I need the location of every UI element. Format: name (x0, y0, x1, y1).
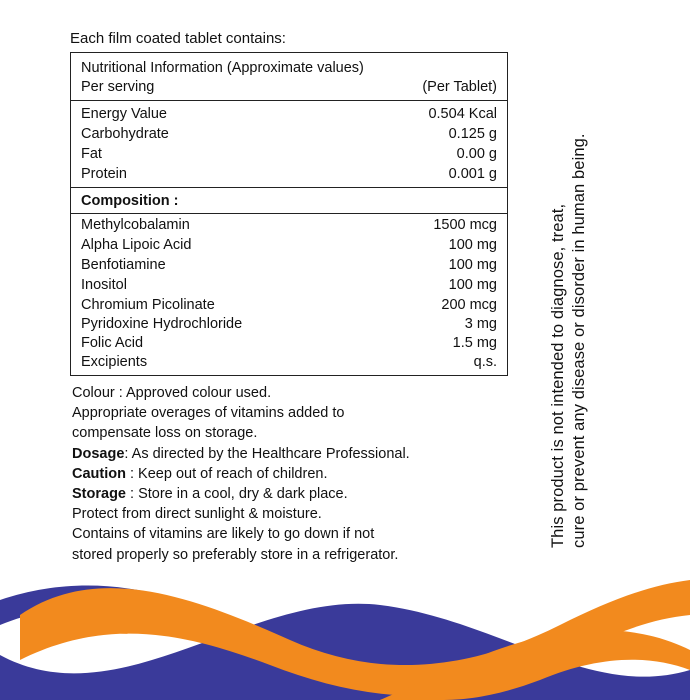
overages-note-line2: compensate loss on storage. (72, 425, 258, 442)
composition-row (81, 276, 497, 295)
disclaimer (548, 118, 614, 548)
nutrition-row (81, 105, 497, 124)
protect-note: Protect from direct sunlight & moisture. (72, 506, 322, 523)
serving-row (81, 78, 497, 97)
composition-heading: Composition : (81, 193, 179, 209)
colour-note: Colour : Approved colour used. (72, 385, 272, 401)
row-label: Protein (81, 166, 127, 182)
row-value: 1500 mcg (433, 217, 497, 233)
nutrition-row (81, 125, 497, 144)
composition-row (81, 334, 497, 353)
nutrition-row (81, 145, 497, 164)
row-label: Energy Value (81, 106, 167, 122)
caution-label: Caution (72, 465, 126, 482)
contains-note-line2: stored properly so preferably store in a refrigerator. (72, 546, 399, 563)
row-value: 100 mg (448, 237, 497, 253)
caution-note (72, 464, 502, 484)
composition-row (81, 256, 497, 275)
row-value: q.s. (473, 354, 497, 370)
divider (71, 100, 507, 101)
row-label: Inositol (81, 277, 127, 293)
disclaimer-line2: cure or prevent any disease or disorder in human being. (570, 133, 588, 548)
composition-heading-row (81, 192, 497, 211)
dosage-label: Dosage (72, 445, 125, 462)
nutrition-heading: Nutritional Information (Approximate values) (81, 60, 364, 76)
row-label: Benfotiamine (81, 257, 166, 273)
row-label: Methylcobalamin (81, 217, 190, 233)
composition-row (81, 296, 497, 315)
contains-note-line1: Contains of vitamins are likely to go down if not (72, 526, 375, 543)
decorative-wave-band (0, 560, 690, 700)
nutrition-row (81, 165, 497, 184)
row-label: Alpha Lipoic Acid (81, 237, 192, 253)
composition-row (81, 353, 497, 372)
composition-row (81, 216, 497, 235)
notes-block (72, 383, 502, 565)
row-value: 100 mg (448, 257, 497, 273)
dosage-note (72, 444, 502, 464)
serving-value: (Per Tablet) (422, 79, 497, 95)
composition-row (81, 315, 497, 334)
row-value: 3 mg (464, 316, 497, 332)
row-value: 0.504 Kcal (428, 106, 497, 122)
nutrition-table (70, 52, 508, 376)
row-value: 0.001 g (448, 166, 497, 182)
divider (71, 213, 507, 214)
row-label: Chromium Picolinate (81, 297, 215, 313)
storage-text: : Store in a cool, dry & dark place. (126, 486, 348, 503)
row-value: 1.5 mg (452, 335, 497, 351)
row-label: Excipients (81, 354, 148, 370)
storage-label: Storage (72, 486, 126, 503)
divider (71, 187, 507, 188)
row-label: Carbohydrate (81, 126, 169, 142)
storage-note (72, 484, 502, 504)
row-label: Fat (81, 146, 102, 162)
row-value: 200 mcg (441, 297, 497, 313)
row-value: 0.00 g (456, 146, 497, 162)
caution-text: : Keep out of reach of children. (125, 465, 328, 482)
intro-text: Each film coated tablet contains: (70, 30, 286, 47)
row-label: Pyridoxine Hydrochloride (81, 316, 243, 332)
disclaimer-line1: This product is not intended to diagnose, treat, (549, 203, 567, 548)
dosage-text: : As directed by the Healthcare Professional. (124, 445, 410, 462)
row-value: 100 mg (448, 277, 497, 293)
overages-note-line1: Appropriate overages of vitamins added to (72, 405, 345, 422)
composition-row (81, 236, 497, 255)
row-value: 0.125 g (448, 126, 497, 142)
nutrition-heading-row (81, 59, 497, 78)
row-label: Folic Acid (81, 335, 144, 351)
serving-label: Per serving (81, 79, 155, 95)
